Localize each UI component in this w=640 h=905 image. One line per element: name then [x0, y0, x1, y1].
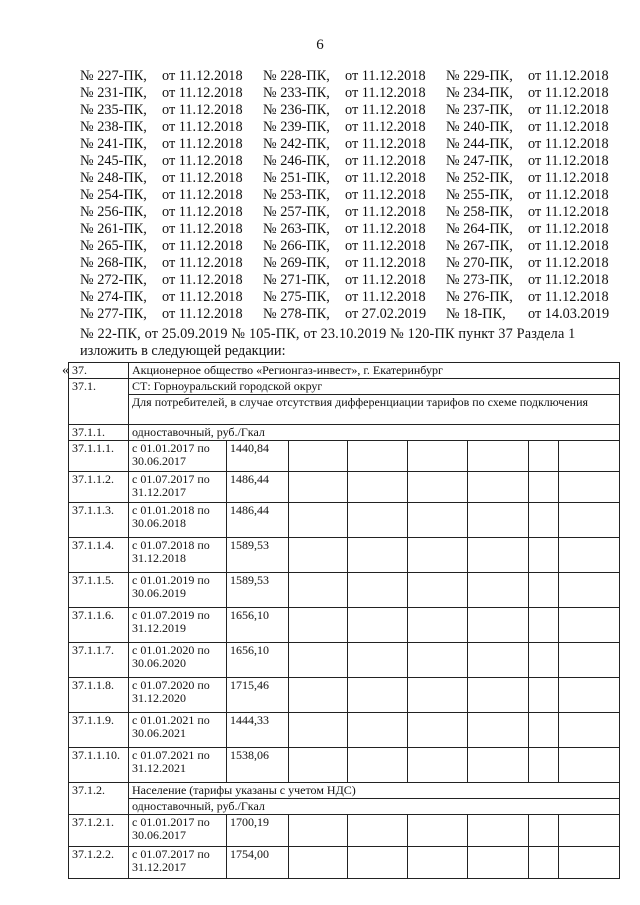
- empty-cell: [408, 847, 468, 879]
- decree-date: от 11.12.2018: [528, 170, 609, 186]
- tariff-period: с 01.07.2018 по 31.12.2018: [129, 538, 227, 573]
- empty-cell: [348, 573, 408, 608]
- decree-date: от 14.03.2019: [528, 306, 610, 322]
- table-row: [69, 441, 620, 472]
- table-row: [69, 503, 620, 538]
- decree-number: № 268-ПК,: [80, 255, 147, 271]
- empty-cell: [289, 847, 348, 879]
- table-row: [69, 748, 620, 783]
- empty-cell: [529, 472, 559, 503]
- decree-date: от 11.12.2018: [345, 204, 426, 220]
- empty-cell: [289, 608, 348, 643]
- decree-number: № 263-ПК,: [263, 221, 330, 237]
- tariff-value: 1538,06: [227, 748, 289, 783]
- tariff-value: 1486,44: [227, 472, 289, 503]
- decree-number: № 258-ПК,: [446, 204, 513, 220]
- page-number: 6: [316, 37, 324, 53]
- decree-date: от 11.12.2018: [162, 102, 243, 118]
- decree-date: от 11.12.2018: [162, 119, 243, 135]
- tariff-period: с 01.07.2017 по 31.12.2017: [129, 472, 227, 503]
- empty-cell: [289, 441, 348, 472]
- empty-cell: [348, 643, 408, 678]
- decree-number: № 245-ПК,: [80, 153, 147, 169]
- decree-row: [80, 221, 612, 238]
- tariff-value: 1440,84: [227, 441, 289, 472]
- decree-date: от 11.12.2018: [162, 204, 243, 220]
- decree-date: от 11.12.2018: [528, 68, 609, 84]
- decree-date: от 11.12.2018: [528, 221, 609, 237]
- empty-cell: [348, 472, 408, 503]
- tariff-period: с 01.07.2021 по 31.12.2021: [129, 748, 227, 783]
- empty-cell: [559, 503, 620, 538]
- table-row: [69, 472, 620, 503]
- decree-date: от 11.12.2018: [162, 306, 243, 322]
- decree-row: [80, 153, 612, 170]
- empty-cell: [348, 815, 408, 847]
- empty-cell: [348, 538, 408, 573]
- empty-cell: [408, 748, 468, 783]
- empty-cell: [529, 503, 559, 538]
- decree-row: [80, 306, 612, 323]
- tariff-value: 1444,33: [227, 713, 289, 748]
- table-row: [69, 678, 620, 713]
- decree-date: от 11.12.2018: [528, 187, 609, 203]
- decree-number: № 238-ПК,: [80, 119, 147, 135]
- empty-cell: [468, 643, 529, 678]
- row-code: 37.1.1.8.: [69, 678, 129, 713]
- table-row: [69, 538, 620, 573]
- empty-cell: [468, 748, 529, 783]
- empty-cell: [408, 678, 468, 713]
- empty-cell: [348, 678, 408, 713]
- row-code: 37.1.1.2.: [69, 472, 129, 503]
- decree-date: от 11.12.2018: [162, 255, 243, 271]
- decree-number: № 235-ПК,: [80, 102, 147, 118]
- empty-cell: [408, 538, 468, 573]
- row-code: 37.1.2.1.: [69, 815, 129, 847]
- decree-number: № 228-ПК,: [263, 68, 330, 84]
- row-code: 37.1.2.2.: [69, 847, 129, 879]
- decree-number: № 229-ПК,: [446, 68, 513, 84]
- decree-number: № 269-ПК,: [263, 255, 330, 271]
- table-row: [69, 815, 620, 847]
- empty-cell: [408, 573, 468, 608]
- tariff-period: с 01.01.2017 по 30.06.2017: [129, 815, 227, 847]
- decree-number: № 239-ПК,: [263, 119, 330, 135]
- row-code: 37.1.1.6.: [69, 608, 129, 643]
- decree-row: [80, 170, 612, 187]
- decree-date: от 11.12.2018: [345, 187, 426, 203]
- decree-date: от 11.12.2018: [345, 170, 426, 186]
- empty-cell: [468, 847, 529, 879]
- empty-cell: [529, 608, 559, 643]
- decree-date: от 11.12.2018: [528, 204, 609, 220]
- decree-row: [80, 187, 612, 204]
- empty-cell: [559, 678, 620, 713]
- decree-number: № 267-ПК,: [446, 238, 513, 254]
- table-row: [69, 425, 620, 441]
- decree-row: [80, 238, 612, 255]
- decree-number: № 254-ПК,: [80, 187, 147, 203]
- empty-cell: [289, 503, 348, 538]
- empty-cell: [468, 608, 529, 643]
- decree-number: № 227-ПК,: [80, 68, 147, 84]
- tariff-value: 1656,10: [227, 608, 289, 643]
- organization-name: Акционерное общество «Регионгаз-инвест», г. Екатеринбург: [129, 363, 620, 379]
- empty-cell: [529, 573, 559, 608]
- decree-number: № 255-ПК,: [446, 187, 513, 203]
- decree-number: № 275-ПК,: [263, 289, 330, 305]
- decree-row: [80, 289, 612, 306]
- empty-cell: [408, 472, 468, 503]
- empty-cell: [408, 713, 468, 748]
- row-code: 37.1.1.5.: [69, 573, 129, 608]
- empty-cell: [529, 678, 559, 713]
- decree-number: № 272-ПК,: [80, 272, 147, 288]
- decree-date: от 11.12.2018: [162, 238, 243, 254]
- table-row: [69, 608, 620, 643]
- decree-number: № 265-ПК,: [80, 238, 147, 254]
- empty-cell: [559, 441, 620, 472]
- paragraph-line: № 22-ПК, от 25.09.2019 № 105-ПК, от 23.10.2019 № 120-ПК пункт 37 Раздела 1: [80, 326, 576, 342]
- decree-list: [80, 68, 612, 323]
- row-code: 37.1.1.10.: [69, 748, 129, 783]
- row-code: 37.1.1.3.: [69, 503, 129, 538]
- decree-number: № 251-ПК,: [263, 170, 330, 186]
- decree-date: от 11.12.2018: [528, 238, 609, 254]
- decree-row: [80, 255, 612, 272]
- decree-number: № 278-ПК,: [263, 306, 330, 322]
- empty-cell: [289, 748, 348, 783]
- decree-date: от 11.12.2018: [528, 272, 609, 288]
- empty-cell: [348, 748, 408, 783]
- decree-number: № 248-ПК,: [80, 170, 147, 186]
- tariff-value: 1700,19: [227, 815, 289, 847]
- decree-number: № 231-ПК,: [80, 85, 147, 101]
- empty-cell: [559, 713, 620, 748]
- empty-cell: [408, 815, 468, 847]
- empty-cell: [408, 441, 468, 472]
- decree-number: № 18-ПК,: [446, 306, 506, 322]
- tariff-period: с 01.07.2019 по 31.12.2019: [129, 608, 227, 643]
- decree-number: № 234-ПК,: [446, 85, 513, 101]
- empty-cell: [529, 713, 559, 748]
- empty-cell: [529, 847, 559, 879]
- decree-date: от 11.12.2018: [162, 136, 243, 152]
- decree-number: № 241-ПК,: [80, 136, 147, 152]
- decree-number: № 240-ПК,: [446, 119, 513, 135]
- empty-cell: [529, 748, 559, 783]
- decree-number: № 273-ПК,: [446, 272, 513, 288]
- decree-number: № 244-ПК,: [446, 136, 513, 152]
- decree-date: от 11.12.2018: [162, 272, 243, 288]
- empty-cell: [559, 748, 620, 783]
- decree-date: от 11.12.2018: [345, 136, 426, 152]
- empty-cell: [559, 573, 620, 608]
- decree-date: от 11.12.2018: [162, 153, 243, 169]
- decree-number: № 257-ПК,: [263, 204, 330, 220]
- tariff-value: 1754,00: [227, 847, 289, 879]
- empty-cell: [289, 713, 348, 748]
- decree-date: от 27.02.2019: [345, 306, 427, 322]
- empty-cell: [468, 441, 529, 472]
- row-code: 37.1.1.7.: [69, 643, 129, 678]
- tariff-value: 1589,53: [227, 538, 289, 573]
- tariff-period: с 01.01.2021 по 30.06.2021: [129, 713, 227, 748]
- empty-cell: [348, 608, 408, 643]
- decree-number: № 246-ПК,: [263, 153, 330, 169]
- empty-cell: [529, 441, 559, 472]
- tariff-value: 1589,53: [227, 573, 289, 608]
- empty-cell: [348, 441, 408, 472]
- table-row: [69, 379, 620, 395]
- decree-row: [80, 68, 612, 85]
- table-row: [69, 573, 620, 608]
- decree-number: № 253-ПК,: [263, 187, 330, 203]
- decree-number: № 252-ПК,: [446, 170, 513, 186]
- decree-date: от 11.12.2018: [528, 153, 609, 169]
- row-code: 37.1.2.: [69, 783, 129, 815]
- row-code: 37.1.1.4.: [69, 538, 129, 573]
- decree-number: № 233-ПК,: [263, 85, 330, 101]
- row-code: 37.1.: [69, 379, 129, 425]
- table-row: [69, 847, 620, 879]
- tariff-value: 1656,10: [227, 643, 289, 678]
- decree-number: № 276-ПК,: [446, 289, 513, 305]
- empty-cell: [468, 472, 529, 503]
- decree-date: от 11.12.2018: [162, 68, 243, 84]
- decree-date: от 11.12.2018: [345, 272, 426, 288]
- decree-date: от 11.12.2018: [162, 85, 243, 101]
- empty-cell: [289, 678, 348, 713]
- decree-date: от 11.12.2018: [528, 119, 609, 135]
- decree-row: [80, 136, 612, 153]
- row-code: 37.: [69, 363, 129, 379]
- tariff-table: [68, 362, 620, 879]
- decree-number: № 270-ПК,: [446, 255, 513, 271]
- decree-date: от 11.12.2018: [162, 170, 243, 186]
- empty-cell: [289, 538, 348, 573]
- empty-cell: [559, 538, 620, 573]
- decree-number: № 237-ПК,: [446, 102, 513, 118]
- decree-date: от 11.12.2018: [345, 102, 426, 118]
- empty-cell: [348, 713, 408, 748]
- table-row: [69, 783, 620, 799]
- empty-cell: [559, 608, 620, 643]
- decree-row: [80, 85, 612, 102]
- decree-date: от 11.12.2018: [345, 119, 426, 135]
- decree-date: от 11.12.2018: [162, 221, 243, 237]
- decree-row: [80, 102, 612, 119]
- decree-number: № 242-ПК,: [263, 136, 330, 152]
- tariff-value: 1486,44: [227, 503, 289, 538]
- table-row: [69, 713, 620, 748]
- table-row: [69, 799, 620, 815]
- decree-row: [80, 272, 612, 289]
- row-code: 37.1.1.1.: [69, 441, 129, 472]
- empty-cell: [289, 643, 348, 678]
- decree-date: от 11.12.2018: [162, 289, 243, 305]
- decree-date: от 11.12.2018: [345, 289, 426, 305]
- decree-date: от 11.12.2018: [345, 255, 426, 271]
- empty-cell: [559, 472, 620, 503]
- decree-date: от 11.12.2018: [528, 85, 609, 101]
- decree-number: № 256-ПК,: [80, 204, 147, 220]
- decree-date: от 11.12.2018: [345, 238, 426, 254]
- decree-number: № 271-ПК,: [263, 272, 330, 288]
- decree-date: от 11.12.2018: [345, 153, 426, 169]
- decree-number: № 247-ПК,: [446, 153, 513, 169]
- empty-cell: [408, 643, 468, 678]
- empty-cell: [559, 815, 620, 847]
- tariff-type-label: одноставочный, руб./Гкал: [129, 799, 620, 815]
- consumer-group-heading: Для потребителей, в случае отсутствия дифференциации тарифов по схеме подключения: [129, 395, 620, 425]
- tariff-value: 1715,46: [227, 678, 289, 713]
- heat-system-name: СТ: Горноуральский городской округ: [129, 379, 620, 395]
- tariff-period: с 01.01.2017 по 30.06.2017: [129, 441, 227, 472]
- empty-cell: [559, 847, 620, 879]
- decree-date: от 11.12.2018: [528, 289, 609, 305]
- decree-number: № 277-ПК,: [80, 306, 147, 322]
- decree-number: № 266-ПК,: [263, 238, 330, 254]
- tariff-period: с 01.01.2018 по 30.06.2018: [129, 503, 227, 538]
- empty-cell: [468, 503, 529, 538]
- empty-cell: [559, 643, 620, 678]
- decree-date: от 11.12.2018: [528, 102, 609, 118]
- consumer-group-heading: Население (тарифы указаны с учетом НДС): [129, 783, 620, 799]
- empty-cell: [348, 847, 408, 879]
- paragraph-line: изложить в следующей редакции:: [80, 343, 286, 359]
- empty-cell: [529, 815, 559, 847]
- tariff-period: с 01.01.2019 по 30.06.2019: [129, 573, 227, 608]
- empty-cell: [468, 573, 529, 608]
- empty-cell: [289, 472, 348, 503]
- row-code: 37.1.1.: [69, 425, 129, 441]
- empty-cell: [529, 643, 559, 678]
- empty-cell: [408, 503, 468, 538]
- empty-cell: [348, 503, 408, 538]
- decree-number: № 236-ПК,: [263, 102, 330, 118]
- tariff-type-label: одноставочный, руб./Гкал: [129, 425, 620, 441]
- table-row: [69, 363, 620, 379]
- decree-number: № 264-ПК,: [446, 221, 513, 237]
- empty-cell: [468, 815, 529, 847]
- decree-row: [80, 204, 612, 221]
- decree-number: № 274-ПК,: [80, 289, 147, 305]
- empty-cell: [289, 815, 348, 847]
- empty-cell: [408, 608, 468, 643]
- empty-cell: [468, 538, 529, 573]
- decree-date: от 11.12.2018: [528, 136, 609, 152]
- empty-cell: [289, 573, 348, 608]
- table-row: [69, 395, 620, 425]
- opening-quote: «: [62, 363, 69, 378]
- decree-number: № 261-ПК,: [80, 221, 147, 237]
- table-row: [69, 643, 620, 678]
- empty-cell: [468, 713, 529, 748]
- decree-date: от 11.12.2018: [345, 221, 426, 237]
- empty-cell: [468, 678, 529, 713]
- tariff-period: с 01.01.2020 по 30.06.2020: [129, 643, 227, 678]
- decree-date: от 11.12.2018: [162, 187, 243, 203]
- decree-date: от 11.12.2018: [528, 255, 609, 271]
- empty-cell: [529, 538, 559, 573]
- decree-date: от 11.12.2018: [345, 85, 426, 101]
- decree-date: от 11.12.2018: [345, 68, 426, 84]
- tariff-period: с 01.07.2017 по 31.12.2017: [129, 847, 227, 879]
- tariff-period: с 01.07.2020 по 31.12.2020: [129, 678, 227, 713]
- decree-row: [80, 119, 612, 136]
- row-code: 37.1.1.9.: [69, 713, 129, 748]
